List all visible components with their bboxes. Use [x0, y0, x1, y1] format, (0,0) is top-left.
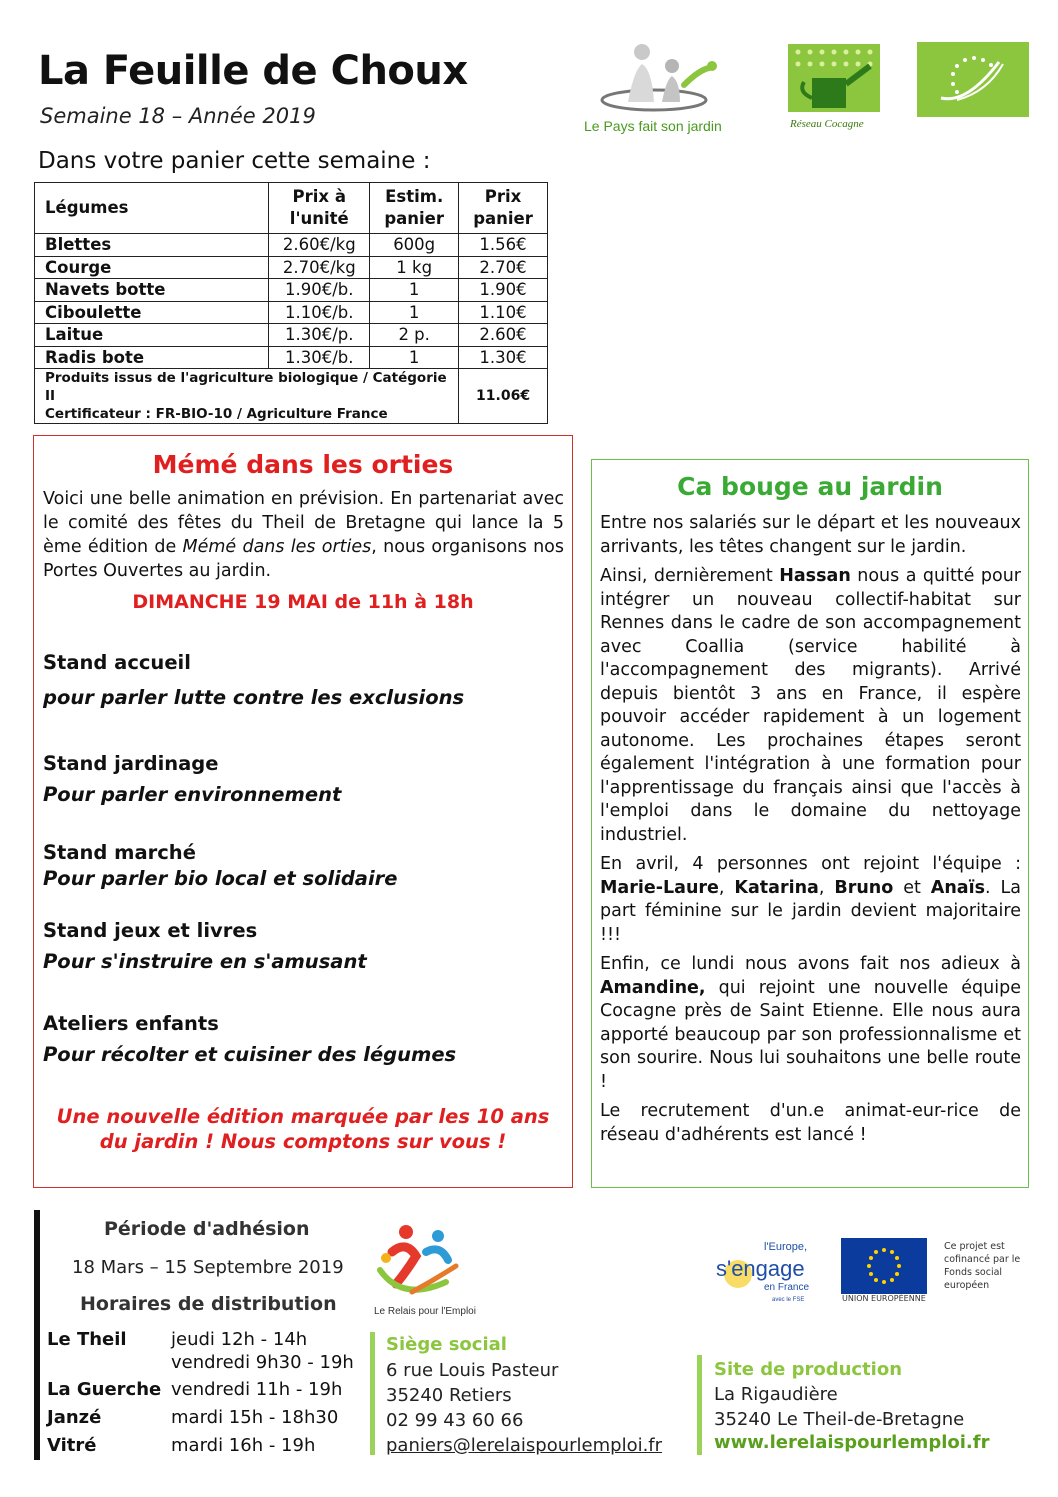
divider-bar-green: [370, 1332, 375, 1455]
schedule-time: mardi 16h - 19h: [171, 1435, 316, 1456]
siege-city: 35240 Retiers: [386, 1385, 512, 1406]
divider-bar: [34, 1210, 40, 1460]
text-span: . La part féminine sur le jardin devient majoritaire !!!: [600, 877, 1021, 945]
meme-intro-text-end: , nous organisons nos Portes Ouvertes au jardin.: [43, 537, 564, 581]
estimate: 1: [370, 301, 459, 324]
table-footer-row: [35, 369, 548, 424]
siege-email-link[interactable]: paniers@lerelaispourlemploi.fr: [386, 1435, 663, 1456]
production-title: Site de production: [714, 1359, 903, 1380]
paragraph: Le recrutement d'un.e animat-eur-rice de réseau d'adhérents est lancé !: [600, 1101, 1021, 1145]
stand-title: Ateliers enfants: [43, 1012, 219, 1035]
table-row: [35, 256, 548, 279]
unit-price: 2.70€/kg: [269, 256, 370, 279]
ca-bouge-panel: [591, 459, 1029, 1188]
estimate: 1 kg: [370, 256, 459, 279]
stand-title: Stand accueil: [43, 651, 191, 674]
table-row: [35, 234, 548, 257]
siege-title: Siège social: [386, 1334, 507, 1355]
schedule-time: jeudi 12h - 14h: [171, 1329, 308, 1350]
basket-price: 1.10€: [459, 301, 548, 324]
ca-bouge-title: Ca bouge au jardin: [677, 472, 943, 501]
stand-title: Stand jardinage: [43, 752, 219, 775]
text-span: et: [893, 877, 931, 898]
person-name: Anaïs: [930, 877, 986, 898]
schedule-place: La Guerche: [47, 1379, 162, 1400]
person-name: Bruno: [834, 877, 894, 898]
paragraph: Entre nos salariés sur le départ et les nouveaux arrivants, les têtes changent sur le jardin.: [600, 513, 1021, 557]
schedule-time: vendredi 11h - 19h: [171, 1379, 343, 1400]
person-name: Marie-Laure: [600, 877, 719, 898]
stand-desc: Pour parler bio local et solidaire: [43, 867, 398, 890]
divider-bar-green: [697, 1355, 702, 1455]
reseau-cocagne-label: Réseau Cocagne: [790, 118, 864, 130]
text-span: qui rejoint une nouvelle équipe Cocagne près de Saint Etienne. Elle nous aura apporté beaucoup par son professionnalisme et son sourire. Nous lui souhaitons une belle route !: [600, 977, 1021, 1092]
pays-jardin-logo: [584, 40, 764, 140]
eu-flag-label: UNION EUROPÉENNE: [842, 1294, 926, 1303]
text-span: Enfin, ce lundi nous avons fait nos adieux à: [600, 954, 1021, 974]
estimate: 600g: [370, 234, 459, 257]
closing-line-2: du jardin ! Nous comptons sur vous !: [99, 1130, 507, 1153]
hours-title: Horaires de distribution: [80, 1293, 337, 1315]
siege-phone: 02 99 43 60 66: [386, 1410, 524, 1431]
veg-name: Navets botte: [35, 279, 269, 302]
schedule-row: [47, 1435, 315, 1456]
meme-title: Mémé dans les orties: [152, 450, 454, 479]
unit-price: 1.10€/b.: [269, 301, 370, 324]
text-span: En avril, 4 personnes ont rejoint l'équipe :: [600, 854, 1021, 874]
siege-address: 6 rue Louis Pasteur: [386, 1360, 559, 1381]
fse-note: Ce projet est cofinancé par le Fonds social européen: [944, 1241, 1021, 1291]
price-table: [34, 182, 548, 424]
veg-name: Courge: [35, 256, 269, 279]
unit-price: 1.30€/p.: [269, 324, 370, 347]
table-row: [35, 301, 548, 324]
adhesion-dates: 18 Mars – 15 Septembre 2019: [72, 1257, 344, 1278]
person-name: Amandine,: [600, 977, 706, 998]
meme-intro-text: Voici une belle animation en prévision. En partenariat avec le comité des fêtes du Theil de Bretagne qui lance la 5 ème édition de: [43, 489, 564, 557]
paragraph: [600, 565, 1021, 847]
europe-engage-logo: [712, 1238, 824, 1304]
stand-desc: Pour s'instruire en s'amusant: [43, 950, 367, 973]
table-row: [35, 324, 548, 347]
meme-orties-panel: [33, 435, 573, 1188]
page-title: La Feuille de Choux: [38, 48, 468, 94]
certification-line-1: Produits issus de l'agriculture biologique / Catégorie II: [45, 370, 447, 404]
table-row: [35, 346, 548, 369]
veg-name: Radis bote: [35, 346, 269, 369]
estimate: 1: [370, 279, 459, 302]
certification-note: [35, 369, 459, 424]
table-header-row: [35, 183, 548, 234]
schedule-place: Vitré: [47, 1435, 97, 1456]
unit-price: 2.60€/kg: [269, 234, 370, 257]
ca-bouge-text: [600, 512, 1021, 1153]
stand-desc: pour parler lutte contre les exclusions: [43, 686, 465, 709]
pays-jardin-label: Le Pays fait son jardin: [584, 118, 722, 134]
eu-engage-line-3: en France: [764, 1282, 810, 1293]
unit-price: 1.90€/b.: [269, 279, 370, 302]
schedule-place: Le Theil: [47, 1329, 127, 1350]
header-unit-price: Prix à l'unité: [269, 183, 370, 234]
estimate: 1: [370, 346, 459, 369]
estimate: 2 p.: [370, 324, 459, 347]
header-basket-price: Prix panier: [459, 183, 548, 234]
table-row: [35, 279, 548, 302]
schedule-time: vendredi 9h30 - 19h: [171, 1352, 354, 1373]
reseau-cocagne-logo: [784, 42, 892, 142]
eu-engage-line-4: avec le FSE: [772, 1297, 805, 1303]
header-legumes: Légumes: [35, 183, 269, 234]
website-link[interactable]: www.lerelaispourlemploi.fr: [714, 1432, 990, 1453]
basket-price: 2.60€: [459, 324, 548, 347]
basket-price: 1.56€: [459, 234, 548, 257]
schedule-row: [47, 1407, 338, 1428]
relais-emploi-label: Le Relais pour l'Emploi: [374, 1306, 476, 1317]
basket-price: 1.30€: [459, 346, 548, 369]
veg-name: Laitue: [35, 324, 269, 347]
schedule-row: [47, 1352, 354, 1373]
person-name: Katarina: [734, 877, 819, 898]
veg-name: Ciboulette: [35, 301, 269, 324]
eu-engage-line-1: l'Europe,: [764, 1241, 808, 1253]
paragraph: [600, 853, 1021, 947]
stand-title: Stand marché: [43, 841, 196, 864]
week-subtitle: Semaine 18 – Année 2019: [40, 104, 316, 128]
stand-title: Stand jeux et livres: [43, 919, 258, 942]
eu-organic-logo: [917, 42, 1029, 117]
unit-price: 1.30€/b.: [269, 346, 370, 369]
schedule-time: mardi 15h - 18h30: [171, 1407, 339, 1428]
text-span: ,: [818, 877, 835, 898]
header-estimate: Estim. panier: [370, 183, 459, 234]
certification-line-2: Certificateur : FR-BIO-10 / Agriculture France: [45, 406, 388, 422]
stand-desc: Pour récolter et cuisiner des légumes: [43, 1043, 457, 1066]
text-span: nous a quitté pour intégrer un nouveau collectif-habitat sur Rennes dans le cadre de son accompagnement avec Coallia (service habilité à l'accompagnement des migrants). Arrivé depuis bientôt 3 ans en France, il espère pouvoir accéder rapidement à un logement autonome. Les prochaines étapes seront également l'intégration à une formation pour l'apprentissage du français ainsi que l'accès à l'emploi dans le domaine du nettoyage industriel.: [600, 566, 1021, 845]
relais-emploi-logo: [372, 1222, 512, 1322]
production-city: 35240 Le Theil-de-Bretagne: [714, 1409, 965, 1430]
event-date: DIMANCHE 19 MAI de 11h à 18h: [132, 591, 474, 613]
meme-closing: [34, 1104, 572, 1154]
stand-desc: Pour parler environnement: [43, 783, 342, 806]
veg-name: Blettes: [35, 234, 269, 257]
meme-intro: [43, 487, 564, 583]
schedule-place: Janzé: [47, 1407, 102, 1428]
basket-price: 2.70€: [459, 256, 548, 279]
meme-intro-event-name: Mémé dans les orties: [182, 537, 372, 557]
schedule-row: [47, 1329, 307, 1350]
basket-price: 1.90€: [459, 279, 548, 302]
adhesion-title: Période d'adhésion: [104, 1218, 310, 1240]
production-place: La Rigaudière: [714, 1384, 838, 1405]
closing-line-1: Une nouvelle édition marquée par les 10 ans: [56, 1105, 550, 1128]
text-span: Ainsi, dernièrement: [600, 566, 780, 586]
basket-total: 11.06€: [459, 369, 548, 424]
schedule-row: [47, 1379, 342, 1400]
basket-heading: Dans votre panier cette semaine :: [38, 148, 431, 174]
text-span: ,: [718, 877, 735, 898]
paragraph: [600, 953, 1021, 1094]
person-name: Hassan: [779, 566, 851, 586]
eu-engage-line-2: s'engage: [716, 1256, 805, 1281]
